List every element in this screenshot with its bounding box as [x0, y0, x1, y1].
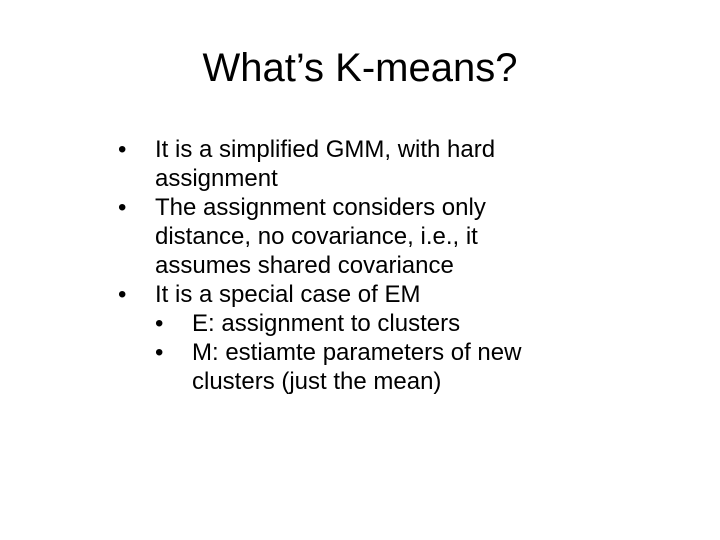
sub-bullet-text-line: M: estiamte parameters of new [192, 339, 522, 366]
bullet-marker: • [155, 339, 164, 366]
sub-bullet-item [155, 338, 678, 396]
slide-title: What’s K-means? [202, 46, 518, 90]
bullet-marker: • [155, 310, 164, 337]
bullet-marker: • [118, 194, 127, 221]
bullet-text-line: The assignment considers only [155, 194, 486, 221]
bullet-text-line: distance, no covariance, i.e., it [155, 223, 478, 250]
bullet-text-line: assumes shared covariance [155, 252, 454, 279]
bullet-marker: • [118, 136, 127, 163]
bullet-text-line: It is a simplified GMM, with hard [155, 136, 496, 163]
bullet-item [118, 135, 678, 193]
slide-body [118, 135, 678, 396]
bullet-item [118, 193, 678, 280]
bullet-marker: • [118, 281, 127, 308]
bullet-text-line: assignment [155, 165, 278, 192]
sub-bullet-text-line: E: assignment to clusters [192, 310, 461, 337]
sub-bullet-item [155, 309, 678, 338]
bullet-item [118, 280, 678, 309]
bullet-text-line: It is a special case of EM [155, 281, 421, 308]
sub-bullet-text-line: clusters (just the mean) [192, 368, 442, 395]
